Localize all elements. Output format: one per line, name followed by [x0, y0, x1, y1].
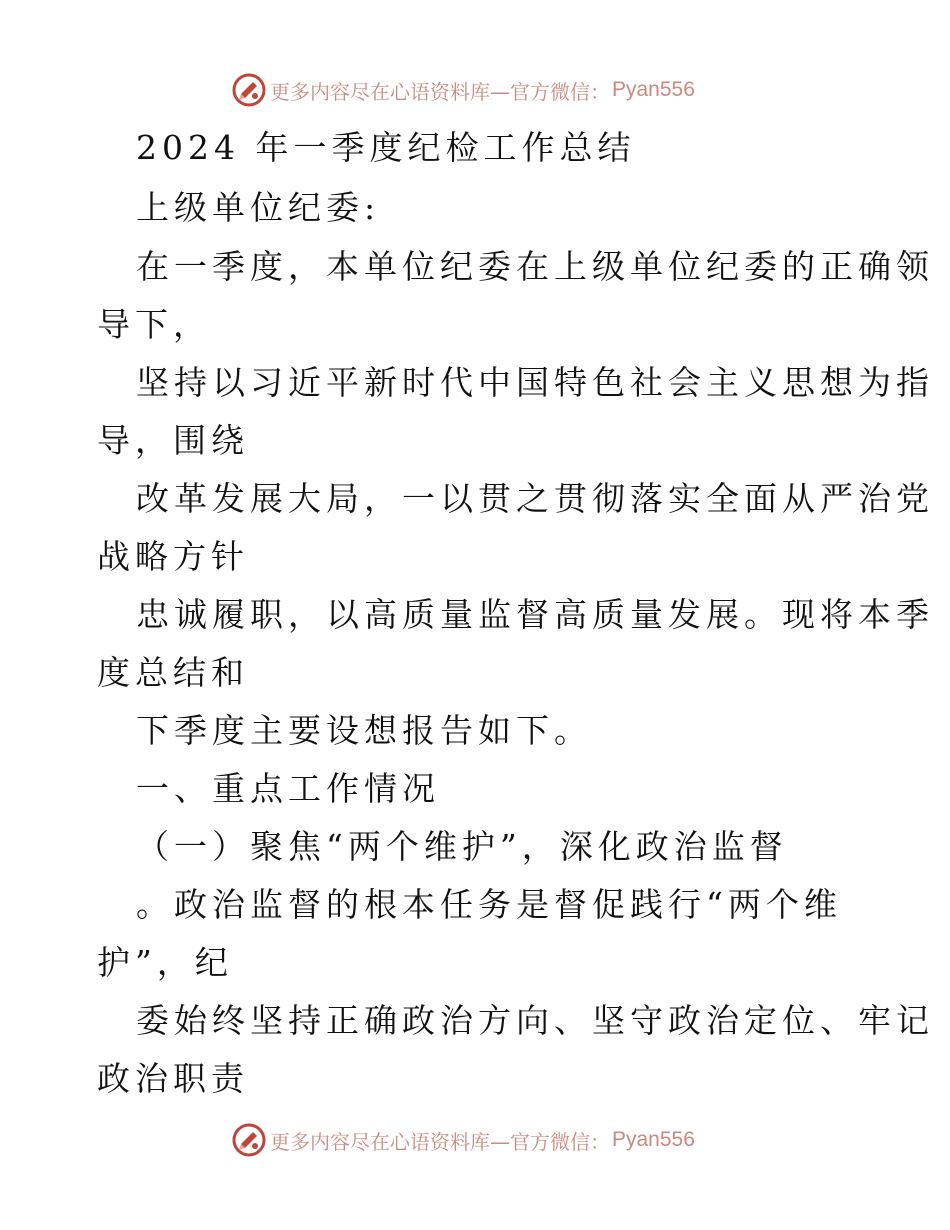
section-heading: 一、重点工作情况 [136, 769, 440, 808]
paragraph-line: 坚持以习近平新时代中国特色社会主义思想为指 [136, 363, 934, 402]
document-title: 2024 年一季度纪检工作总结 [136, 128, 636, 167]
paragraph-line: 度总结和 [97, 653, 249, 692]
subsection-heading: （一）聚焦“两个维护”，深化政治监督 [136, 827, 788, 866]
paragraph-line: 在一季度，本单位纪委在上级单位纪委的正确领 [136, 247, 934, 286]
paragraph-line: 战略方针 [97, 537, 249, 576]
addressee-line: 上级单位纪委: [136, 188, 381, 227]
paragraph-line: 导，围绕 [97, 421, 249, 460]
header-watermark-banner [232, 70, 695, 110]
banner-text: 更多内容尽在心语资料库—官方微信： [270, 79, 610, 104]
footer-watermark-banner [232, 1120, 695, 1160]
banner-text: 更多内容尽在心语资料库—官方微信： [270, 1129, 610, 1154]
brand-logo-icon [232, 1123, 266, 1157]
paragraph-line: 政治职责 [97, 1059, 249, 1098]
banner-wechat-id: Pyan556 [612, 78, 695, 101]
paragraph-line: 。政治监督的根本任务是督促践行“两个维 [136, 885, 842, 924]
paragraph-line: 忠诚履职，以高质量监督高质量发展。现将本季 [136, 595, 934, 634]
brand-logo-icon [232, 73, 266, 107]
paragraph-line: 护”，纪 [97, 943, 233, 982]
paragraph-line: 改革发展大局，一以贯之贯彻落实全面从严治党 [136, 479, 934, 518]
paragraph-line: 委始终坚持正确政治方向、坚守政治定位、牢记 [136, 1001, 934, 1040]
paragraph-line: 下季度主要设想报告如下。 [136, 711, 592, 750]
banner-wechat-id: Pyan556 [612, 1128, 695, 1151]
paragraph-line: 导下， [97, 305, 211, 344]
